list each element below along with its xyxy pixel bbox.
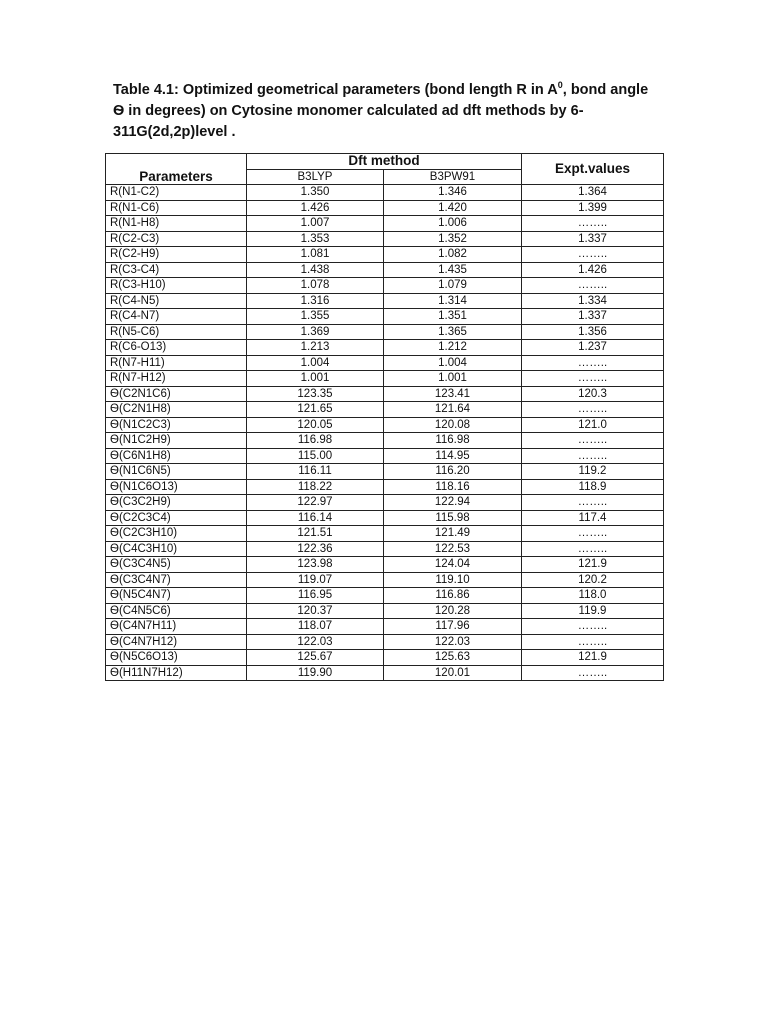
cell-parameter: Ѳ(C6N1H8) — [106, 448, 247, 464]
cell-b3pw91: 1.420 — [384, 200, 522, 216]
cell-expt-value: 121.0 — [522, 417, 664, 433]
cell-b3pw91: 116.86 — [384, 588, 522, 604]
cell-parameter: Ѳ(N1C2H9) — [106, 433, 247, 449]
cell-b3lyp: 1.369 — [247, 324, 384, 340]
cell-parameter: R(C2-C3) — [106, 231, 247, 247]
cell-b3pw91: 124.04 — [384, 557, 522, 573]
cell-b3pw91: 1.365 — [384, 324, 522, 340]
table-row — [106, 433, 664, 449]
cell-b3pw91: 121.49 — [384, 526, 522, 542]
caption-text-part1: Table 4.1: Optimized geometrical parameters (bond length R in A — [113, 82, 558, 98]
table-row — [106, 309, 664, 325]
header-expt-values: Expt.values — [522, 154, 664, 185]
cell-expt-value: 120.2 — [522, 572, 664, 588]
header-b3lyp: B3LYP — [247, 169, 384, 185]
table-caption — [113, 80, 658, 143]
cell-b3lyp: 119.07 — [247, 572, 384, 588]
table-row — [106, 371, 664, 387]
cell-b3pw91: 1.212 — [384, 340, 522, 356]
cell-expt-value: …….. — [522, 495, 664, 511]
cell-expt-value: 1.426 — [522, 262, 664, 278]
cell-parameter: R(C2-H9) — [106, 247, 247, 263]
table-row — [106, 417, 664, 433]
table-row — [106, 479, 664, 495]
table-row — [106, 665, 664, 681]
cell-b3lyp: 1.355 — [247, 309, 384, 325]
cell-expt-value: 120.3 — [522, 386, 664, 402]
table-row — [106, 557, 664, 573]
cell-b3lyp: 1.004 — [247, 355, 384, 371]
table-row — [106, 588, 664, 604]
table-body — [106, 185, 664, 681]
cell-b3pw91: 1.435 — [384, 262, 522, 278]
cell-b3pw91: 119.10 — [384, 572, 522, 588]
cell-expt-value: …….. — [522, 526, 664, 542]
cell-b3pw91: 122.94 — [384, 495, 522, 511]
cell-parameter: R(C4-N7) — [106, 309, 247, 325]
cell-b3lyp: 116.14 — [247, 510, 384, 526]
table-row — [106, 634, 664, 650]
table-header — [106, 154, 664, 185]
cell-b3lyp: 1.316 — [247, 293, 384, 309]
cell-b3pw91: 1.346 — [384, 185, 522, 201]
cell-b3lyp: 116.95 — [247, 588, 384, 604]
table-row — [106, 231, 664, 247]
table-row — [106, 495, 664, 511]
cell-b3lyp: 118.07 — [247, 619, 384, 635]
cell-expt-value: 1.399 — [522, 200, 664, 216]
cell-parameter: R(C6-O13) — [106, 340, 247, 356]
cell-b3pw91: 1.082 — [384, 247, 522, 263]
cell-expt-value: …….. — [522, 619, 664, 635]
cell-parameter: Ѳ(C4C3H10) — [106, 541, 247, 557]
cell-b3lyp: 1.078 — [247, 278, 384, 294]
cell-expt-value: …….. — [522, 247, 664, 263]
cell-parameter: Ѳ(C3C4N7) — [106, 572, 247, 588]
cell-parameter: R(N1-C6) — [106, 200, 247, 216]
cell-b3lyp: 116.98 — [247, 433, 384, 449]
caption-superscript: 0 — [557, 80, 563, 91]
cell-expt-value: 1.237 — [522, 340, 664, 356]
cell-parameter: Ѳ(C2N1H8) — [106, 402, 247, 418]
cell-b3pw91: 114.95 — [384, 448, 522, 464]
cell-expt-value: …….. — [522, 634, 664, 650]
cell-parameter: R(N7-H12) — [106, 371, 247, 387]
cell-expt-value: 119.9 — [522, 603, 664, 619]
table-row — [106, 572, 664, 588]
cell-b3lyp: 1.007 — [247, 216, 384, 232]
cell-parameter: R(C4-N5) — [106, 293, 247, 309]
cell-b3lyp: 119.90 — [247, 665, 384, 681]
cell-expt-value: …….. — [522, 371, 664, 387]
table-row — [106, 448, 664, 464]
cell-b3lyp: 120.37 — [247, 603, 384, 619]
caption-text-part2: , bond angle Ѳ in degrees) on Cytosine monomer calculated ad dft methods by 6-311G(2d,2p)level . — [113, 82, 649, 140]
table-row — [106, 650, 664, 666]
cell-b3lyp: 116.11 — [247, 464, 384, 480]
cell-expt-value: 1.356 — [522, 324, 664, 340]
cell-b3pw91: 122.53 — [384, 541, 522, 557]
cell-parameter: R(C3-C4) — [106, 262, 247, 278]
cell-parameter: R(N1-C2) — [106, 185, 247, 201]
table-row — [106, 355, 664, 371]
cell-b3pw91: 120.01 — [384, 665, 522, 681]
cell-parameter: R(N1-H8) — [106, 216, 247, 232]
cell-b3pw91: 115.98 — [384, 510, 522, 526]
cell-b3lyp: 123.98 — [247, 557, 384, 573]
cell-parameter: Ѳ(C2N1C6) — [106, 386, 247, 402]
cell-expt-value: 118.9 — [522, 479, 664, 495]
cell-b3pw91: 121.64 — [384, 402, 522, 418]
cell-expt-value: 121.9 — [522, 557, 664, 573]
cell-expt-value: 1.337 — [522, 309, 664, 325]
table-row — [106, 464, 664, 480]
table-row — [106, 324, 664, 340]
cell-b3pw91: 1.352 — [384, 231, 522, 247]
cell-expt-value: 1.337 — [522, 231, 664, 247]
cell-b3lyp: 125.67 — [247, 650, 384, 666]
table-row — [106, 541, 664, 557]
cell-b3pw91: 1.001 — [384, 371, 522, 387]
cell-expt-value: 1.334 — [522, 293, 664, 309]
cell-b3pw91: 1.351 — [384, 309, 522, 325]
cell-b3pw91: 123.41 — [384, 386, 522, 402]
cell-b3lyp: 123.35 — [247, 386, 384, 402]
cell-b3pw91: 120.28 — [384, 603, 522, 619]
cell-expt-value: …….. — [522, 402, 664, 418]
header-dft-method: Dft method — [247, 154, 522, 170]
cell-b3lyp: 1.213 — [247, 340, 384, 356]
table-row — [106, 262, 664, 278]
cell-b3lyp: 122.03 — [247, 634, 384, 650]
table-row — [106, 200, 664, 216]
cell-parameter: Ѳ(H11N7H12) — [106, 665, 247, 681]
parameters-table — [105, 153, 664, 681]
table-row — [106, 510, 664, 526]
cell-b3lyp: 1.001 — [247, 371, 384, 387]
cell-parameter: Ѳ(C4N5C6) — [106, 603, 247, 619]
cell-expt-value: …….. — [522, 541, 664, 557]
cell-b3pw91: 1.006 — [384, 216, 522, 232]
cell-b3lyp: 1.081 — [247, 247, 384, 263]
cell-parameter: Ѳ(N1C6N5) — [106, 464, 247, 480]
cell-parameter: R(N7-H11) — [106, 355, 247, 371]
cell-expt-value: 118.0 — [522, 588, 664, 604]
cell-b3lyp: 1.426 — [247, 200, 384, 216]
cell-b3lyp: 121.51 — [247, 526, 384, 542]
cell-b3pw91: 116.98 — [384, 433, 522, 449]
cell-b3pw91: 116.20 — [384, 464, 522, 480]
cell-expt-value: 1.364 — [522, 185, 664, 201]
cell-parameter: R(N5-C6) — [106, 324, 247, 340]
cell-parameter: Ѳ(N5C4N7) — [106, 588, 247, 604]
cell-b3pw91: 125.63 — [384, 650, 522, 666]
table-row — [106, 603, 664, 619]
cell-b3lyp: 122.36 — [247, 541, 384, 557]
cell-expt-value: 121.9 — [522, 650, 664, 666]
cell-expt-value: …….. — [522, 433, 664, 449]
cell-parameter: Ѳ(N5C6O13) — [106, 650, 247, 666]
cell-expt-value: …….. — [522, 665, 664, 681]
cell-parameter: Ѳ(C2C3C4) — [106, 510, 247, 526]
cell-parameter: Ѳ(C2C3H10) — [106, 526, 247, 542]
cell-parameter: Ѳ(C3C4N5) — [106, 557, 247, 573]
cell-b3pw91: 117.96 — [384, 619, 522, 635]
cell-b3lyp: 1.353 — [247, 231, 384, 247]
cell-parameter: R(C3-H10) — [106, 278, 247, 294]
cell-b3lyp: 1.438 — [247, 262, 384, 278]
cell-b3pw91: 1.079 — [384, 278, 522, 294]
cell-b3pw91: 1.004 — [384, 355, 522, 371]
cell-b3pw91: 1.314 — [384, 293, 522, 309]
table-row — [106, 340, 664, 356]
table-row — [106, 402, 664, 418]
cell-expt-value: …….. — [522, 216, 664, 232]
table-row — [106, 526, 664, 542]
cell-parameter: Ѳ(N1C6O13) — [106, 479, 247, 495]
table-row — [106, 293, 664, 309]
cell-parameter: Ѳ(C4N7H12) — [106, 634, 247, 650]
cell-b3lyp: 118.22 — [247, 479, 384, 495]
header-row-1 — [106, 154, 664, 170]
cell-b3pw91: 118.16 — [384, 479, 522, 495]
cell-parameter: Ѳ(N1C2C3) — [106, 417, 247, 433]
cell-parameter: Ѳ(C3C2H9) — [106, 495, 247, 511]
cell-expt-value: …….. — [522, 278, 664, 294]
cell-expt-value: 119.2 — [522, 464, 664, 480]
table-row — [106, 216, 664, 232]
cell-b3lyp: 1.350 — [247, 185, 384, 201]
header-parameters: Parameters — [106, 154, 247, 185]
table-row — [106, 386, 664, 402]
table-row — [106, 247, 664, 263]
cell-expt-value: …….. — [522, 448, 664, 464]
cell-expt-value: 117.4 — [522, 510, 664, 526]
cell-parameter: Ѳ(C4N7H11) — [106, 619, 247, 635]
table-row — [106, 619, 664, 635]
cell-expt-value: …….. — [522, 355, 664, 371]
cell-b3pw91: 120.08 — [384, 417, 522, 433]
cell-b3lyp: 121.65 — [247, 402, 384, 418]
table-row — [106, 278, 664, 294]
cell-b3lyp: 115.00 — [247, 448, 384, 464]
cell-b3pw91: 122.03 — [384, 634, 522, 650]
table-row — [106, 185, 664, 201]
cell-b3lyp: 120.05 — [247, 417, 384, 433]
cell-b3lyp: 122.97 — [247, 495, 384, 511]
header-b3pw91: B3PW91 — [384, 169, 522, 185]
